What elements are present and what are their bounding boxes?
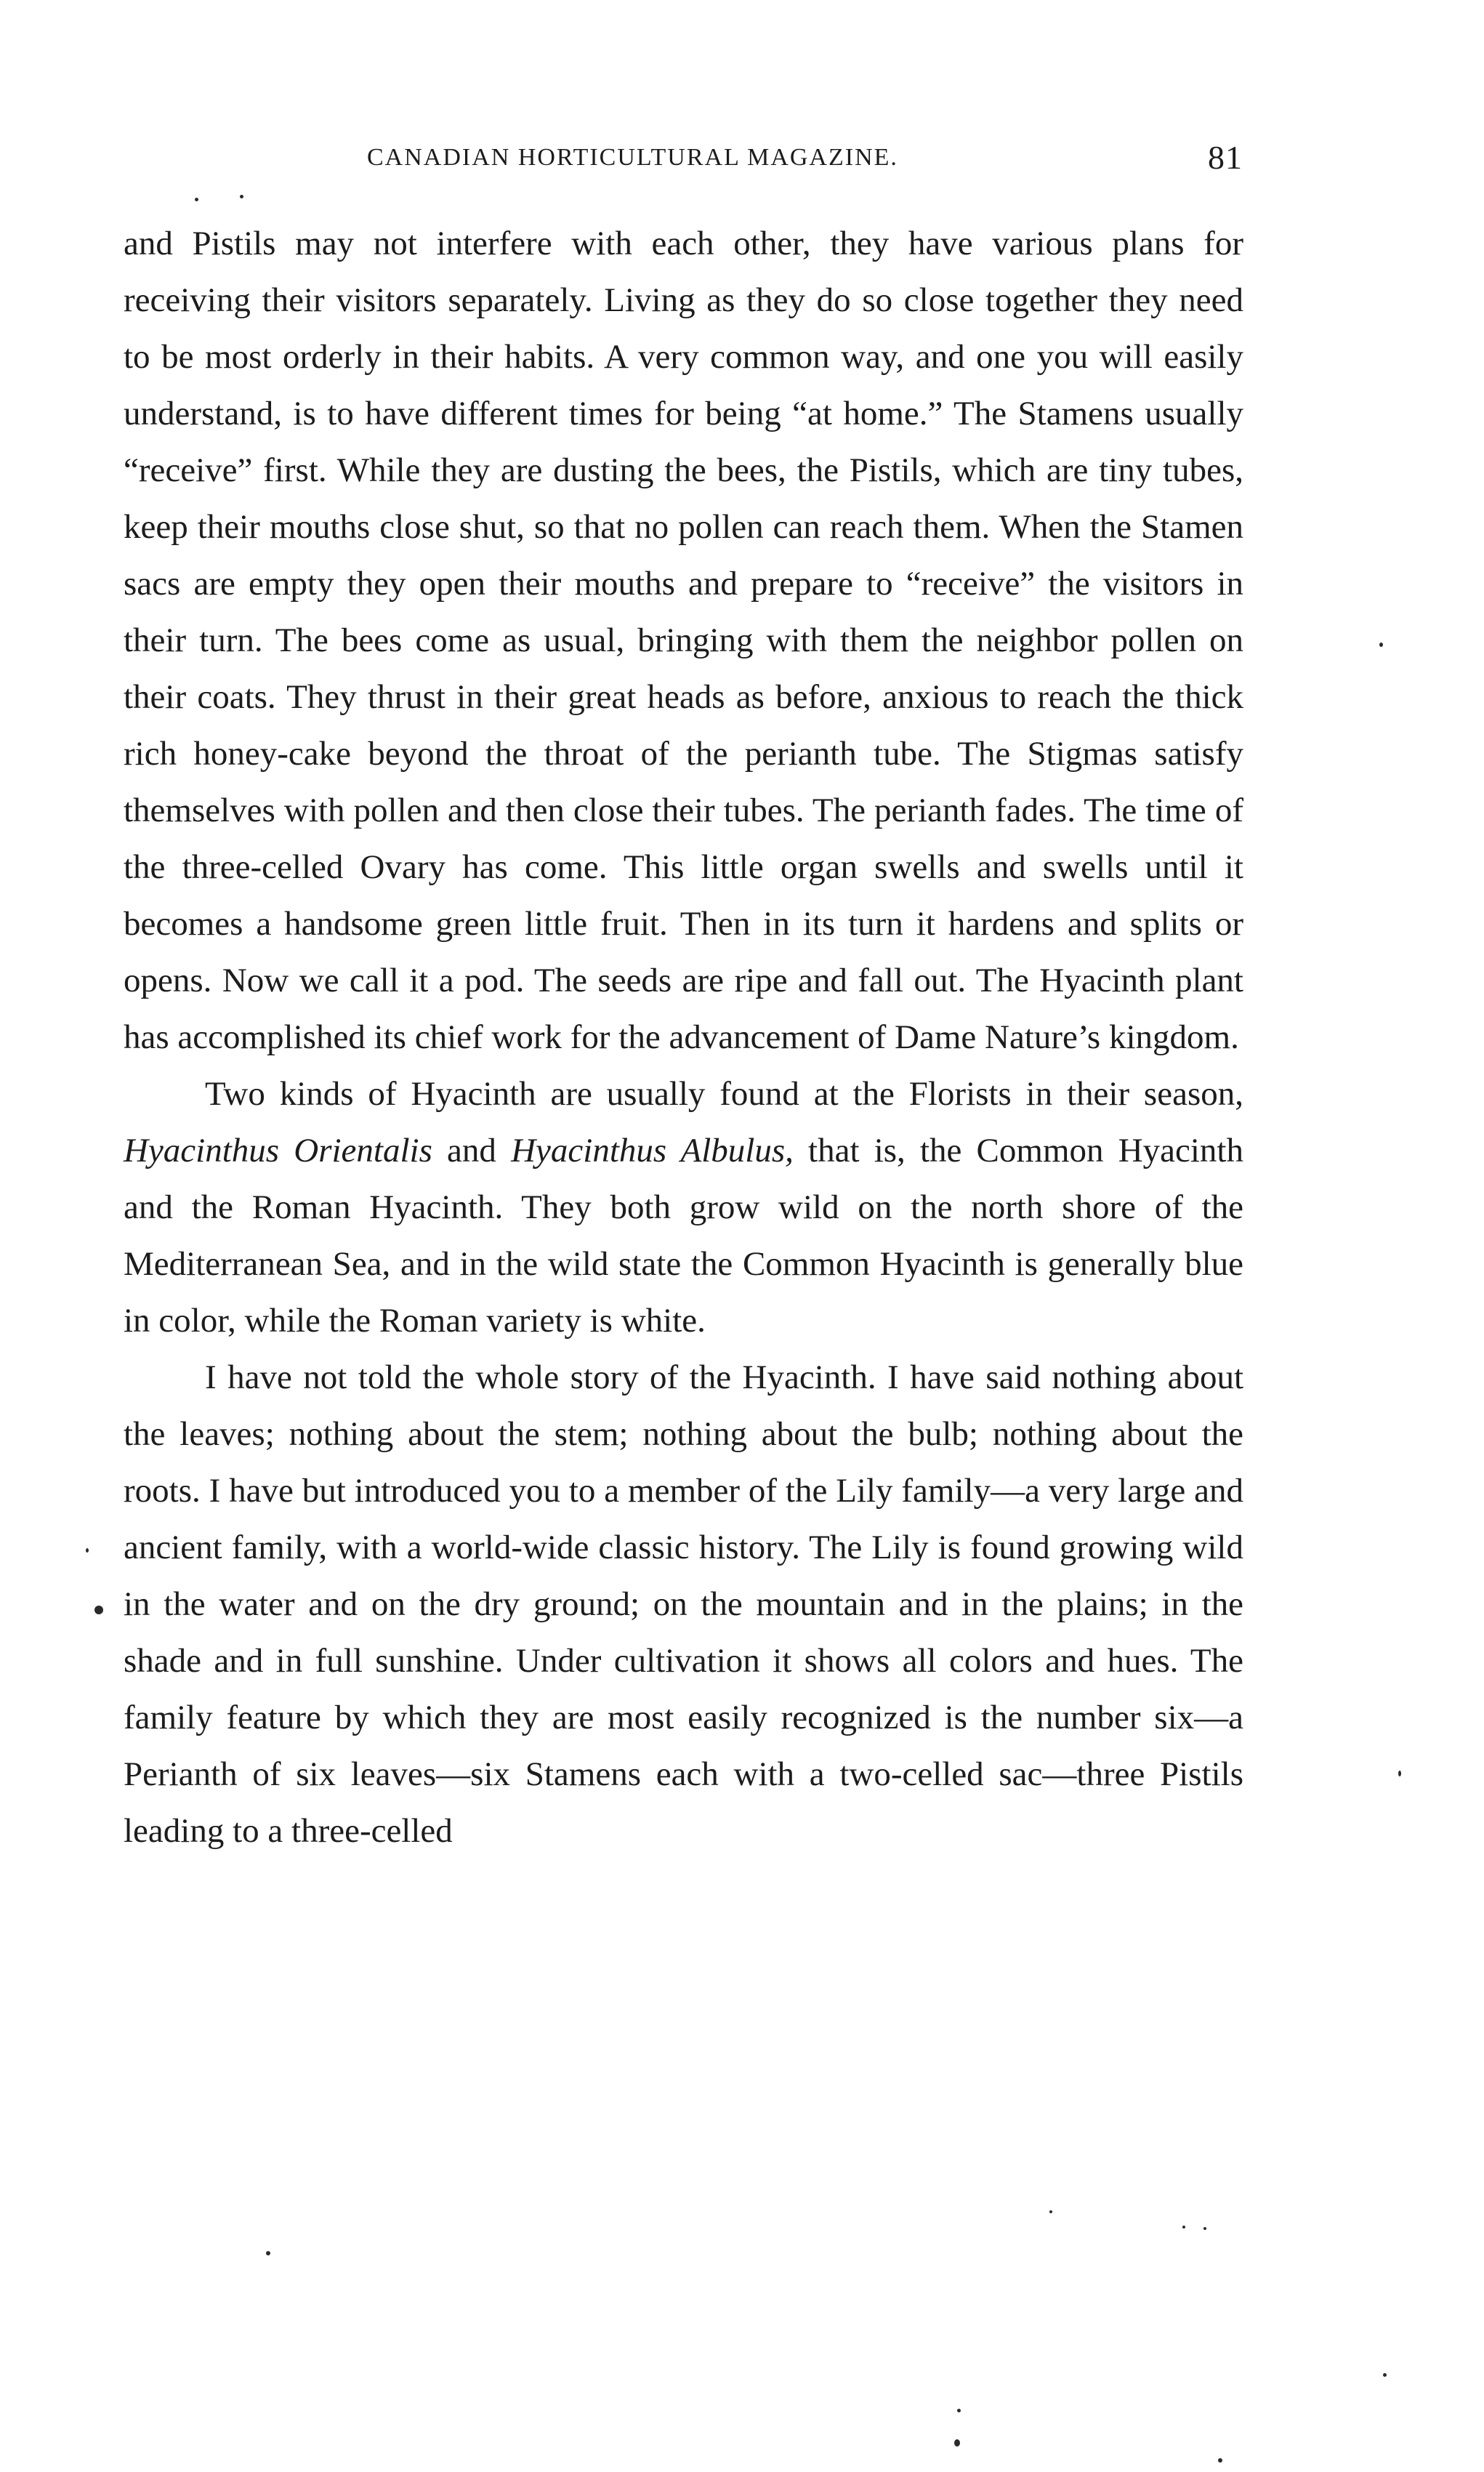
scan-speck bbox=[1379, 643, 1383, 647]
scan-speck bbox=[240, 195, 243, 198]
paragraph-2-conjunction: and bbox=[432, 1132, 512, 1169]
scan-speck bbox=[1203, 2227, 1206, 2230]
running-head: CANADIAN HORTICULTURAL MAGAZINE. bbox=[367, 144, 898, 171]
paragraph-2-rest: that is, the Common Hyacinth and the Roman Hyacinth. They both grow wild on the north shore of the Mediterranean Sea, and in the wild state the Common Hyacinth is generally blue in color, while the Roman variety is white. bbox=[124, 1132, 1243, 1340]
scan-speck bbox=[1383, 2373, 1387, 2377]
paragraph-1: and Pistils may not interfere with each other, they have various plans for receiving their visitors separately. Living as they do so close together they need to be most orderly in their habits. A very common way, and one you will easily understand, is to have different times for being “at home.” The Stamens usually “receive” first. While they are dusting the bees, the Pistils, which are tiny tubes, keep their mouths close shut, so that no pollen can reach them. When the Stamen sacs are empty they open their mouths and prepare to “receive” the visitors in their turn. The bees come as usual, bringing with them the neighbor pollen on their coats. They thrust in their great heads as before, anxious to reach the thick rich honey-cake beyond the throat of the perianth tube. The Stigmas satisfy themselves with pollen and then close their tubes. The perianth fades. The time of the three-celled Ovary has come. This little organ swells and swells until it becomes a handsome green little fruit. Then in its turn it hardens and splits or opens. Now we call it a pod. The seeds are ripe and fall out. The Hyacinth plant has accomplished its chief work for the advancement of Dame Nature’s kingdom. bbox=[124, 225, 1243, 1056]
scan-speck bbox=[94, 1606, 103, 1614]
paragraph-2-intro: Two kinds of Hyacinth are usually found at the Florists in their season, bbox=[205, 1075, 1243, 1113]
scan-speck bbox=[957, 2409, 961, 2412]
paragraph-2 bbox=[124, 1066, 1243, 1349]
scan-speck bbox=[195, 198, 198, 201]
page-header bbox=[367, 138, 1250, 182]
page-number: 81 bbox=[1208, 139, 1243, 176]
paragraph-3: I have not told the whole story of the Hyacinth. I have said nothing about the leaves; nothing about the stem; nothing about the bulb; nothing about the roots. I have but introduced you to a member of the Lily family—a very large and ancient family, with a world-wide classic history. The Lily is found growing wild in the water and on the dry ground; on the mountain and in the plains; in the shade and in full sunshine. Under cultivation it shows all colors and hues. The family feature by which they are most easily recognized is the number six—a Perianth of six leaves—six Stamens each with a two-celled sac—three Pistils leading to a three-celled bbox=[124, 1358, 1243, 1850]
body-text bbox=[124, 215, 1243, 1859]
scan-speck bbox=[954, 2439, 960, 2447]
scan-speck bbox=[86, 1548, 89, 1553]
species-name-orientalis: Hyacinthus Orientalis bbox=[124, 1132, 432, 1169]
species-name-albulus: Hyacinthus Albulus, bbox=[511, 1132, 794, 1169]
scan-speck bbox=[1218, 2458, 1222, 2463]
scan-speck bbox=[1182, 2226, 1185, 2229]
scan-speck bbox=[1049, 2210, 1052, 2213]
scan-speck bbox=[266, 2251, 270, 2255]
scan-speck bbox=[1398, 1771, 1401, 1776]
